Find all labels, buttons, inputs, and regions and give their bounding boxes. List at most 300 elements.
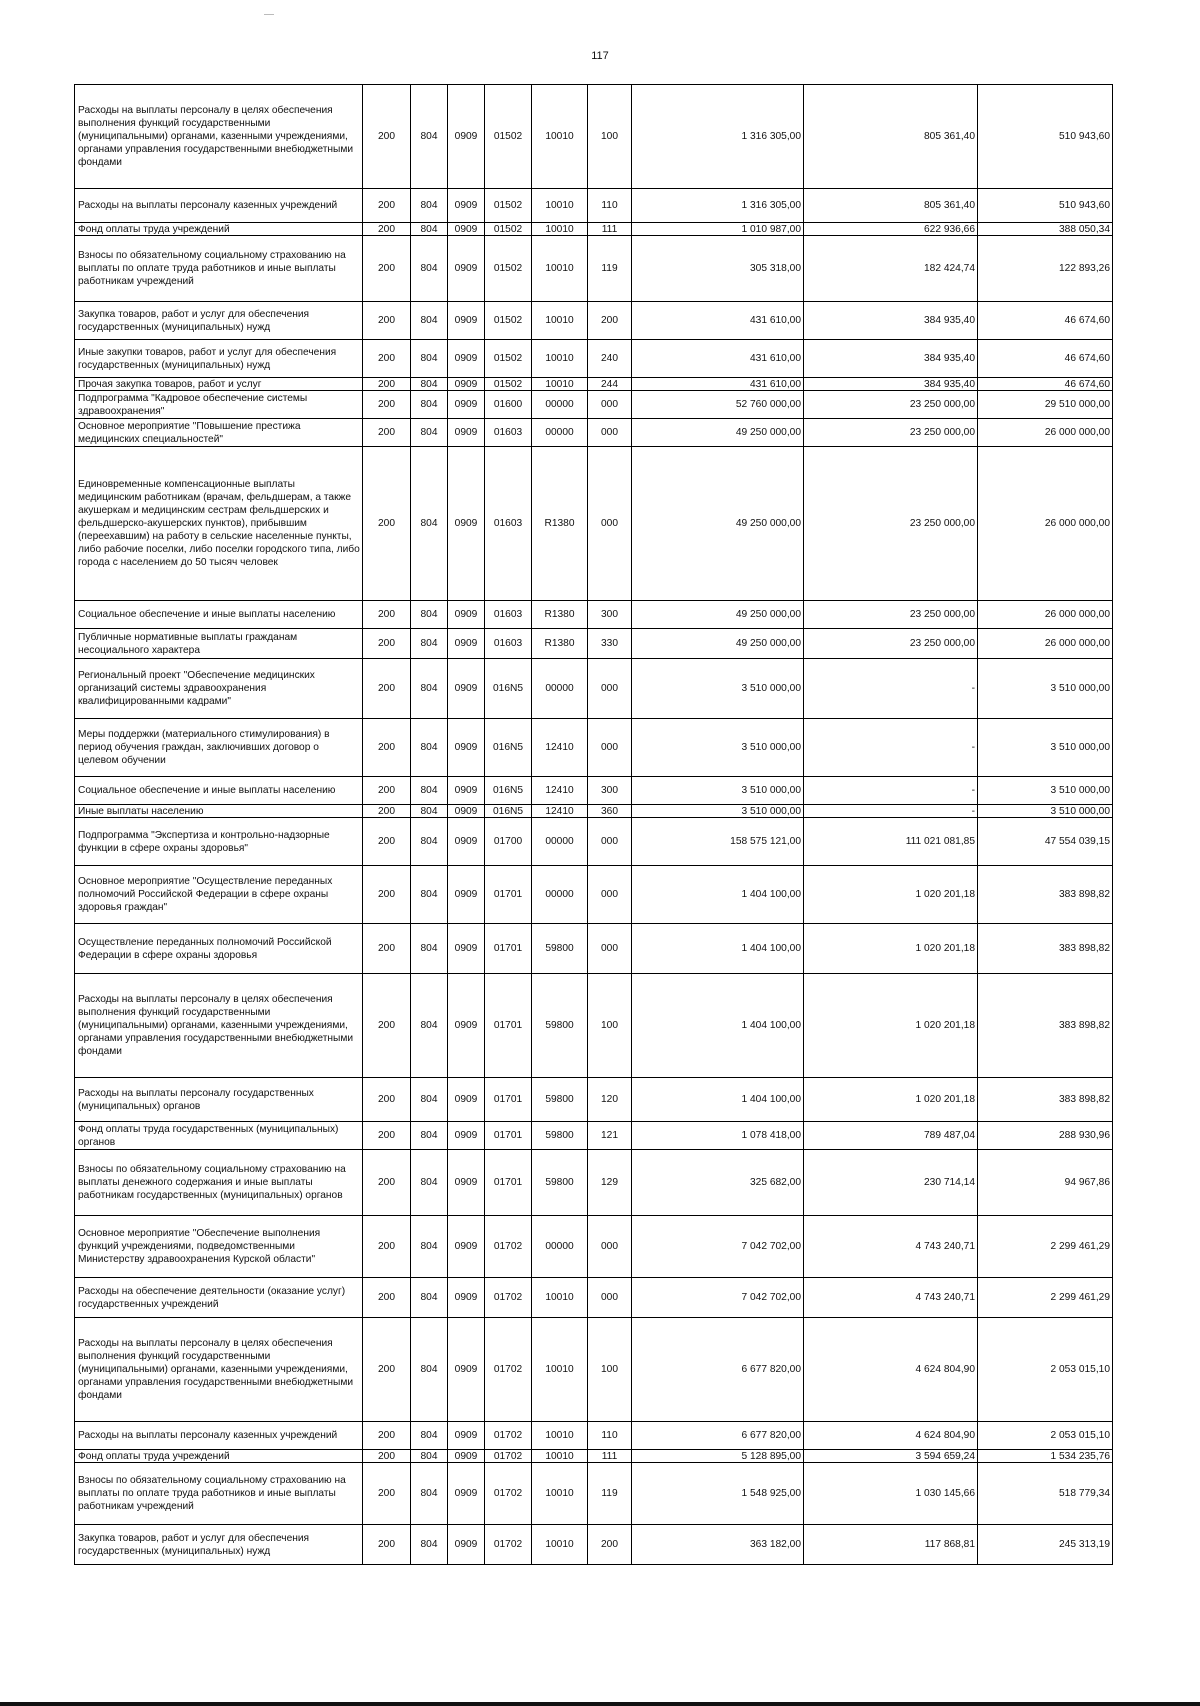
amount-cell: 47 554 039,15	[978, 818, 1113, 866]
code-cell: 804	[411, 719, 448, 777]
table-row	[75, 85, 1113, 189]
code-cell: 804	[411, 85, 448, 189]
amount-cell: 7 042 702,00	[632, 1216, 804, 1278]
amount-cell: 23 250 000,00	[804, 419, 978, 447]
code-cell: 01700	[485, 818, 532, 866]
amount-cell: 383 898,82	[978, 974, 1113, 1078]
code-cell: 804	[411, 1422, 448, 1450]
code-cell: 01702	[485, 1463, 532, 1525]
amount-cell: 305 318,00	[632, 236, 804, 302]
code-cell: 0909	[448, 236, 485, 302]
code-cell: 59800	[532, 1078, 588, 1122]
code-cell: 804	[411, 378, 448, 391]
code-cell: 0909	[448, 1122, 485, 1150]
row-name-cell: Взносы по обязательному социальному страхованию на выплаты по оплате труда работников и иные выплаты работникам учреждений	[75, 236, 363, 302]
code-cell: 0909	[448, 1278, 485, 1318]
row-name-cell: Основное мероприятие "Повышение престижа медицинских специальностей"	[75, 419, 363, 447]
row-name-cell: Закупка товаров, работ и услуг для обеспечения государственных (муниципальных) нужд	[75, 302, 363, 340]
code-cell: 121	[588, 1122, 632, 1150]
code-cell: 804	[411, 419, 448, 447]
code-cell: 804	[411, 659, 448, 719]
code-cell: 01702	[485, 1422, 532, 1450]
code-cell: 0909	[448, 1525, 485, 1565]
code-cell: 10010	[532, 236, 588, 302]
table-row	[75, 777, 1113, 805]
code-cell: 01702	[485, 1450, 532, 1463]
row-name-cell: Расходы на обеспечение деятельности (оказание услуг) государственных учреждений	[75, 1278, 363, 1318]
row-name-cell: Расходы на выплаты персоналу в целях обеспечения выполнения функций государственными (муниципальными) органами, казенными учреждениями, органами управления государственными внебюджетными фондами	[75, 974, 363, 1078]
code-cell: 200	[363, 866, 411, 924]
code-cell: 10010	[532, 1525, 588, 1565]
code-cell: 244	[588, 378, 632, 391]
code-cell: 0909	[448, 866, 485, 924]
code-cell: 200	[363, 1122, 411, 1150]
code-cell: 804	[411, 924, 448, 974]
amount-cell: 111 021 081,85	[804, 818, 978, 866]
row-name-cell: Подпрограмма "Кадровое обеспечение системы здравоохранения"	[75, 391, 363, 419]
amount-cell: 94 967,86	[978, 1150, 1113, 1216]
code-cell: 200	[363, 818, 411, 866]
code-cell: 804	[411, 1278, 448, 1318]
amount-cell: 49 250 000,00	[632, 601, 804, 629]
code-cell: 200	[363, 805, 411, 818]
code-cell: 01702	[485, 1216, 532, 1278]
amount-cell: 1 020 201,18	[804, 866, 978, 924]
amount-cell: 23 250 000,00	[804, 601, 978, 629]
code-cell: 10010	[532, 302, 588, 340]
code-cell: 12410	[532, 719, 588, 777]
amount-cell: 5 128 895,00	[632, 1450, 804, 1463]
code-cell: 01701	[485, 1078, 532, 1122]
code-cell: 01603	[485, 447, 532, 601]
code-cell: 10010	[532, 1318, 588, 1422]
amount-cell: 1 534 235,76	[978, 1450, 1113, 1463]
amount-cell: 363 182,00	[632, 1525, 804, 1565]
code-cell: 0909	[448, 223, 485, 236]
amount-cell: 4 743 240,71	[804, 1216, 978, 1278]
amount-cell: 7 042 702,00	[632, 1278, 804, 1318]
code-cell: 01603	[485, 601, 532, 629]
table-row	[75, 866, 1113, 924]
table-row	[75, 924, 1113, 974]
code-cell: 000	[588, 1278, 632, 1318]
code-cell: 0909	[448, 391, 485, 419]
code-cell: 804	[411, 805, 448, 818]
code-cell: 0909	[448, 805, 485, 818]
table-row	[75, 818, 1113, 866]
amount-cell: 1 010 987,00	[632, 223, 804, 236]
code-cell: 804	[411, 1463, 448, 1525]
table-row	[75, 1318, 1113, 1422]
table-row	[75, 719, 1113, 777]
code-cell: 330	[588, 629, 632, 659]
row-name-cell: Расходы на выплаты персоналу в целях обеспечения выполнения функций государственными (муниципальными) органами, казенными учреждениями, органами управления государственными внебюджетными фондами	[75, 1318, 363, 1422]
code-cell: 00000	[532, 419, 588, 447]
code-cell: 100	[588, 1318, 632, 1422]
code-cell: 59800	[532, 1122, 588, 1150]
amount-cell: 3 510 000,00	[978, 777, 1113, 805]
amount-cell: 3 510 000,00	[632, 777, 804, 805]
code-cell: 0909	[448, 629, 485, 659]
table-row	[75, 419, 1113, 447]
code-cell: 804	[411, 223, 448, 236]
amount-cell: 1 316 305,00	[632, 85, 804, 189]
code-cell: 200	[363, 974, 411, 1078]
amount-cell: 3 594 659,24	[804, 1450, 978, 1463]
code-cell: 111	[588, 1450, 632, 1463]
row-name-cell: Социальное обеспечение и иные выплаты населению	[75, 601, 363, 629]
code-cell: 0909	[448, 974, 485, 1078]
row-name-cell: Публичные нормативные выплаты гражданам несоциального характера	[75, 629, 363, 659]
code-cell: 016N5	[485, 777, 532, 805]
amount-cell: 26 000 000,00	[978, 419, 1113, 447]
amount-cell: 6 677 820,00	[632, 1422, 804, 1450]
amount-cell: 1 404 100,00	[632, 1078, 804, 1122]
amount-cell: 3 510 000,00	[632, 659, 804, 719]
code-cell: 01701	[485, 974, 532, 1078]
code-cell: 01702	[485, 1525, 532, 1565]
amount-cell: 46 674,60	[978, 340, 1113, 378]
amount-cell: 1 404 100,00	[632, 924, 804, 974]
row-name-cell: Единовременные компенсационные выплаты медицинским работникам (врачам, фельдшерам, а также акушеркам и медицинским сестрам фельдшерских и фельдшерско-акушерских пунктов), прибывшим (переехавшим) на работу в сельские населенные пункты, либо рабочие поселки, либо поселки городского типа, либо города с населением до 50 тысяч человек	[75, 447, 363, 601]
code-cell: 804	[411, 818, 448, 866]
code-cell: 0909	[448, 340, 485, 378]
amount-cell: 1 030 145,66	[804, 1463, 978, 1525]
row-name-cell: Закупка товаров, работ и услуг для обеспечения государственных (муниципальных) нужд	[75, 1525, 363, 1565]
code-cell: 01502	[485, 302, 532, 340]
code-cell: 10010	[532, 1422, 588, 1450]
code-cell: 200	[363, 1422, 411, 1450]
code-cell: 10010	[532, 378, 588, 391]
amount-cell: 325 682,00	[632, 1150, 804, 1216]
code-cell: 804	[411, 302, 448, 340]
code-cell: 000	[588, 866, 632, 924]
code-cell: 804	[411, 447, 448, 601]
amount-cell: 1 316 305,00	[632, 189, 804, 223]
code-cell: 200	[363, 85, 411, 189]
row-name-cell: Фонд оплаты труда учреждений	[75, 1450, 363, 1463]
code-cell: 00000	[532, 818, 588, 866]
code-cell: 0909	[448, 818, 485, 866]
amount-cell: -	[804, 805, 978, 818]
amount-cell: 1 020 201,18	[804, 974, 978, 1078]
amount-cell: 431 610,00	[632, 340, 804, 378]
code-cell: R1380	[532, 447, 588, 601]
code-cell: 200	[363, 302, 411, 340]
code-cell: 0909	[448, 419, 485, 447]
code-cell: 01701	[485, 924, 532, 974]
amount-cell: 388 050,34	[978, 223, 1113, 236]
code-cell: 000	[588, 1216, 632, 1278]
code-cell: 200	[363, 601, 411, 629]
code-cell: 110	[588, 189, 632, 223]
amount-cell: 805 361,40	[804, 85, 978, 189]
code-cell: 00000	[532, 866, 588, 924]
amount-cell: 46 674,60	[978, 378, 1113, 391]
code-cell: 59800	[532, 1150, 588, 1216]
code-cell: 0909	[448, 1150, 485, 1216]
code-cell: 200	[363, 419, 411, 447]
code-cell: 804	[411, 1150, 448, 1216]
table-row	[75, 805, 1113, 818]
code-cell: 00000	[532, 391, 588, 419]
amount-cell: 2 299 461,29	[978, 1216, 1113, 1278]
amount-cell: 431 610,00	[632, 378, 804, 391]
code-cell: 01702	[485, 1278, 532, 1318]
code-cell: 804	[411, 391, 448, 419]
row-name-cell: Иные закупки товаров, работ и услуг для обеспечения государственных (муниципальных) нужд	[75, 340, 363, 378]
row-name-cell: Взносы по обязательному социальному страхованию на выплаты по оплате труда работников и иные выплаты работникам учреждений	[75, 1463, 363, 1525]
table-row	[75, 629, 1113, 659]
code-cell: 804	[411, 1525, 448, 1565]
amount-cell: 1 548 925,00	[632, 1463, 804, 1525]
code-cell: 10010	[532, 85, 588, 189]
table-row	[75, 1463, 1113, 1525]
amount-cell: -	[804, 719, 978, 777]
code-cell: 01603	[485, 419, 532, 447]
code-cell: 200	[363, 223, 411, 236]
code-cell: 200	[363, 391, 411, 419]
table-row	[75, 391, 1113, 419]
amount-cell: 26 000 000,00	[978, 447, 1113, 601]
amount-cell: 789 487,04	[804, 1122, 978, 1150]
table-row	[75, 1422, 1113, 1450]
row-name-cell: Социальное обеспечение и иные выплаты населению	[75, 777, 363, 805]
code-cell: 01701	[485, 1122, 532, 1150]
amount-cell: 805 361,40	[804, 189, 978, 223]
amount-cell: 23 250 000,00	[804, 629, 978, 659]
code-cell: 016N5	[485, 719, 532, 777]
code-cell: 59800	[532, 974, 588, 1078]
row-name-cell: Фонд оплаты труда учреждений	[75, 223, 363, 236]
amount-cell: 384 935,40	[804, 302, 978, 340]
table-row	[75, 1525, 1113, 1565]
amount-cell: 23 250 000,00	[804, 447, 978, 601]
table-row	[75, 1216, 1113, 1278]
table-row	[75, 189, 1113, 223]
amount-cell: 4 743 240,71	[804, 1278, 978, 1318]
amount-cell: 431 610,00	[632, 302, 804, 340]
code-cell: 129	[588, 1150, 632, 1216]
amount-cell: 3 510 000,00	[978, 719, 1113, 777]
page-number: 117	[591, 50, 609, 62]
code-cell: 111	[588, 223, 632, 236]
table-row	[75, 378, 1113, 391]
amount-cell: 29 510 000,00	[978, 391, 1113, 419]
code-cell: 10010	[532, 340, 588, 378]
code-cell: 10010	[532, 189, 588, 223]
code-cell: 804	[411, 866, 448, 924]
code-cell: 10010	[532, 1463, 588, 1525]
code-cell: 200	[363, 1078, 411, 1122]
code-cell: 200	[363, 447, 411, 601]
row-name-cell: Меры поддержки (материального стимулирования) в период обучения граждан, заключивших договор о целевом обучении	[75, 719, 363, 777]
scan-mark	[264, 14, 274, 15]
code-cell: 200	[588, 1525, 632, 1565]
table-row	[75, 302, 1113, 340]
code-cell: 200	[363, 629, 411, 659]
amount-cell: 26 000 000,00	[978, 601, 1113, 629]
table-row	[75, 236, 1113, 302]
amount-cell: 117 868,81	[804, 1525, 978, 1565]
code-cell: 0909	[448, 1318, 485, 1422]
code-cell: 01502	[485, 236, 532, 302]
code-cell: 100	[588, 85, 632, 189]
code-cell: 804	[411, 1078, 448, 1122]
code-cell: 360	[588, 805, 632, 818]
amount-cell: 182 424,74	[804, 236, 978, 302]
row-name-cell: Расходы на выплаты персоналу государственных (муниципальных) органов	[75, 1078, 363, 1122]
table-row	[75, 1150, 1113, 1216]
code-cell: 00000	[532, 659, 588, 719]
code-cell: 200	[363, 659, 411, 719]
code-cell: 0909	[448, 601, 485, 629]
code-cell: 000	[588, 818, 632, 866]
amount-cell: 245 313,19	[978, 1525, 1113, 1565]
code-cell: 120	[588, 1078, 632, 1122]
code-cell: 000	[588, 719, 632, 777]
table-row	[75, 340, 1113, 378]
amount-cell: 383 898,82	[978, 866, 1113, 924]
code-cell: 200	[363, 719, 411, 777]
code-cell: 12410	[532, 805, 588, 818]
code-cell: 200	[363, 924, 411, 974]
code-cell: 01603	[485, 629, 532, 659]
amount-cell: 2 299 461,29	[978, 1278, 1113, 1318]
code-cell: 0909	[448, 302, 485, 340]
code-cell: 200	[363, 378, 411, 391]
table-row	[75, 1078, 1113, 1122]
code-cell: 0909	[448, 378, 485, 391]
code-cell: 0909	[448, 1422, 485, 1450]
row-name-cell: Иные выплаты населению	[75, 805, 363, 818]
code-cell: 300	[588, 601, 632, 629]
code-cell: 000	[588, 419, 632, 447]
code-cell: 10010	[532, 1450, 588, 1463]
code-cell: 000	[588, 659, 632, 719]
amount-cell: 230 714,14	[804, 1150, 978, 1216]
code-cell: 804	[411, 1318, 448, 1422]
table-row	[75, 447, 1113, 601]
table-row	[75, 1122, 1113, 1150]
code-cell: 804	[411, 777, 448, 805]
amount-cell: 1 020 201,18	[804, 1078, 978, 1122]
code-cell: 0909	[448, 659, 485, 719]
amount-cell: 383 898,82	[978, 1078, 1113, 1122]
amount-cell: 384 935,40	[804, 378, 978, 391]
code-cell: 110	[588, 1422, 632, 1450]
table-row	[75, 601, 1113, 629]
row-name-cell: Основное мероприятие "Осуществление переданных полномочий Российской Федерации в сфере охраны здоровья граждан"	[75, 866, 363, 924]
table-row	[75, 223, 1113, 236]
code-cell: 10010	[532, 223, 588, 236]
amount-cell: 49 250 000,00	[632, 447, 804, 601]
code-cell: 01502	[485, 85, 532, 189]
code-cell: 119	[588, 236, 632, 302]
table-row	[75, 1278, 1113, 1318]
code-cell: 01701	[485, 1150, 532, 1216]
table-row	[75, 974, 1113, 1078]
amount-cell: 383 898,82	[978, 924, 1113, 974]
code-cell: 804	[411, 1122, 448, 1150]
amount-cell: 49 250 000,00	[632, 629, 804, 659]
amount-cell: -	[804, 777, 978, 805]
row-name-cell: Осуществление переданных полномочий Российской Федерации в сфере охраны здоровья	[75, 924, 363, 974]
code-cell: 000	[588, 924, 632, 974]
code-cell: 0909	[448, 719, 485, 777]
code-cell: 01702	[485, 1318, 532, 1422]
amount-cell: 122 893,26	[978, 236, 1113, 302]
scan-edge	[0, 1702, 1200, 1706]
amount-cell: 26 000 000,00	[978, 629, 1113, 659]
code-cell: 01701	[485, 866, 532, 924]
amount-cell: 3 510 000,00	[632, 719, 804, 777]
code-cell: 804	[411, 189, 448, 223]
amount-cell: 2 053 015,10	[978, 1318, 1113, 1422]
code-cell: 01502	[485, 189, 532, 223]
amount-cell: 1 078 418,00	[632, 1122, 804, 1150]
amount-cell: 49 250 000,00	[632, 419, 804, 447]
code-cell: R1380	[532, 629, 588, 659]
amount-cell: 288 930,96	[978, 1122, 1113, 1150]
code-cell: 016N5	[485, 805, 532, 818]
code-cell: 200	[363, 1150, 411, 1216]
row-name-cell: Подпрограмма "Экспертиза и контрольно-надзорные функции в сфере охраны здоровья"	[75, 818, 363, 866]
amount-cell: 6 677 820,00	[632, 1318, 804, 1422]
code-cell: 00000	[532, 1216, 588, 1278]
table-row	[75, 1450, 1113, 1463]
amount-cell: 23 250 000,00	[804, 391, 978, 419]
code-cell: 200	[363, 1525, 411, 1565]
code-cell: 0909	[448, 447, 485, 601]
row-name-cell: Основное мероприятие "Обеспечение выполнения функций учреждениями, подведомственными Министерству здравоохранения Курской области"	[75, 1216, 363, 1278]
code-cell: 804	[411, 629, 448, 659]
code-cell: 240	[588, 340, 632, 378]
row-name-cell: Фонд оплаты труда государственных (муниципальных) органов	[75, 1122, 363, 1150]
amount-cell: 384 935,40	[804, 340, 978, 378]
budget-table	[74, 84, 1113, 1565]
amount-cell: 1 020 201,18	[804, 924, 978, 974]
amount-cell: 1 404 100,00	[632, 866, 804, 924]
code-cell: 200	[363, 340, 411, 378]
amount-cell: 4 624 804,90	[804, 1318, 978, 1422]
amount-cell: 46 674,60	[978, 302, 1113, 340]
code-cell: 000	[588, 391, 632, 419]
row-name-cell: Расходы на выплаты персоналу казенных учреждений	[75, 1422, 363, 1450]
amount-cell: 3 510 000,00	[632, 805, 804, 818]
amount-cell: 1 404 100,00	[632, 974, 804, 1078]
row-name-cell: Расходы на выплаты персоналу в целях обеспечения выполнения функций государственными (муниципальными) органами, казенными учреждениями, органами управления государственными внебюджетными фондами	[75, 85, 363, 189]
code-cell: 804	[411, 974, 448, 1078]
code-cell: 01502	[485, 340, 532, 378]
code-cell: 0909	[448, 777, 485, 805]
code-cell: 200	[363, 1216, 411, 1278]
code-cell: 0909	[448, 189, 485, 223]
amount-cell: 518 779,34	[978, 1463, 1113, 1525]
amount-cell: 52 760 000,00	[632, 391, 804, 419]
table-row	[75, 659, 1113, 719]
code-cell: 200	[363, 236, 411, 302]
table-body	[75, 85, 1113, 1565]
code-cell: 0909	[448, 1450, 485, 1463]
code-cell: 0909	[448, 1216, 485, 1278]
amount-cell: -	[804, 659, 978, 719]
code-cell: 100	[588, 974, 632, 1078]
amount-cell: 3 510 000,00	[978, 805, 1113, 818]
code-cell: 200	[363, 1450, 411, 1463]
amount-cell: 3 510 000,00	[978, 659, 1113, 719]
code-cell: 12410	[532, 777, 588, 805]
